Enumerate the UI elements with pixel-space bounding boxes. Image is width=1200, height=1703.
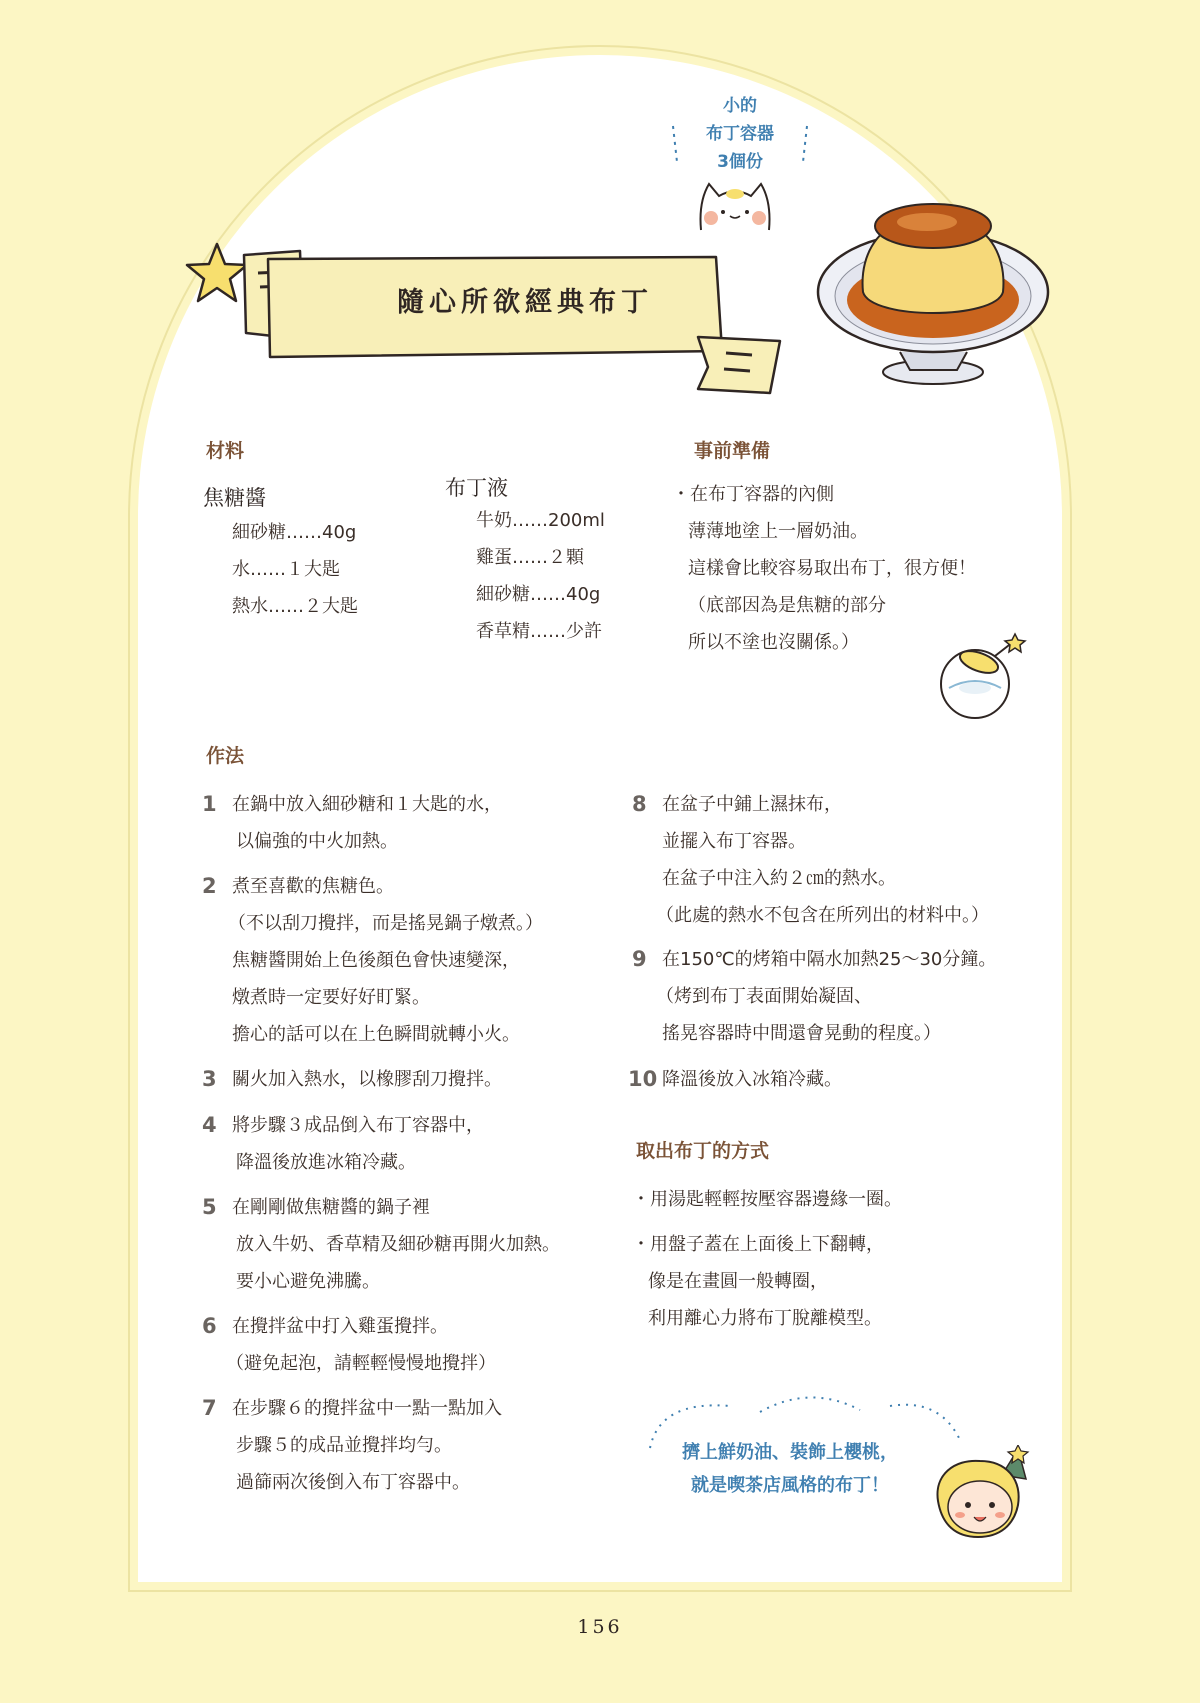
tip-note — [650, 1436, 930, 1502]
step-line: 在步驟６的攪拌盆中一點一點加入 — [232, 1398, 502, 1419]
serving-line: 布丁容器 — [706, 124, 774, 144]
method-label — [202, 741, 248, 768]
pudding-liquid-title: 布丁液 — [445, 476, 508, 500]
step-line: 擔心的話可以在上色瞬間就轉小火。 — [232, 1024, 520, 1045]
step-number: 2 — [202, 874, 217, 898]
butter-jar-icon — [935, 632, 1035, 722]
step-line: 在150℃的烤箱中隔水加熱25～30分鐘。 — [662, 949, 997, 970]
step-line: 降溫後放入冰箱冷藏。 — [662, 1069, 842, 1090]
prep-label-text: 事前準備 — [694, 440, 771, 462]
step-line: （不以刮刀攪拌，而是搖晃鍋子燉煮。） — [228, 913, 543, 934]
method-label-text: 作法 — [206, 745, 245, 767]
step-number: 3 — [202, 1067, 217, 1091]
cat-face-icon — [695, 178, 775, 234]
serving-line: 小的 — [723, 96, 757, 116]
ingredient-item: 水……１大匙 — [232, 559, 340, 580]
step-number: 4 — [202, 1113, 217, 1137]
ribbon-banner — [238, 245, 798, 400]
step-line: 將步驟３成品倒入布丁容器中， — [232, 1115, 484, 1136]
step-line: 過篩兩次後倒入布丁容器中。 — [236, 1472, 470, 1493]
step-line: 以偏強的中火加熱。 — [236, 831, 398, 852]
step-number: 5 — [202, 1195, 217, 1219]
girl-face-icon — [930, 1445, 1040, 1545]
step-line: 關火加入熱水，以橡膠刮刀攪拌。 — [232, 1069, 502, 1090]
step-line: （烤到布丁表面開始凝固、 — [656, 986, 872, 1007]
step-line: 焦糖醬開始上色後顏色會快速變深， — [232, 950, 520, 971]
step-line: 要小心避免沸騰。 — [236, 1271, 380, 1292]
step-number: 8 — [632, 792, 647, 816]
ingredient-item: 細砂糖……40g — [476, 584, 601, 605]
remove-label — [632, 1136, 773, 1163]
ingredient-item: 細砂糖……40g — [232, 522, 357, 543]
prep-line: 薄薄地塗上一層奶油。 — [688, 521, 868, 542]
step-number: 7 — [202, 1396, 217, 1420]
prep-line: ・在布丁容器的內側 — [672, 484, 834, 505]
serving-dashes — [665, 122, 815, 168]
ingredients-label-text: 材料 — [206, 440, 245, 462]
pudding-illustration — [815, 192, 1055, 397]
prep-label — [690, 436, 774, 463]
ingredients-label — [202, 436, 248, 463]
recipe-title: 隨心所欲經典布丁 — [397, 287, 653, 318]
caramel-list — [232, 514, 358, 625]
tip-line: 就是喫茶店風格的布丁！ — [691, 1475, 889, 1496]
remove-label-text: 取出布丁的方式 — [636, 1140, 770, 1162]
remove-line: 像是在畫圓一般轉圈， — [648, 1271, 828, 1292]
step-line: （避免起泡，請輕輕慢慢地攪拌） — [226, 1353, 496, 1374]
ingredient-item: 熱水……２大匙 — [232, 596, 358, 617]
serving-line: 3個份 — [717, 152, 763, 172]
step-line: 放入牛奶、香草精及細砂糖再開火加熱。 — [236, 1234, 560, 1255]
prep-notes — [672, 476, 976, 661]
prep-line: 所以不塗也沒關係。） — [688, 632, 859, 653]
step-line: 燉煮時一定要好好盯緊。 — [232, 987, 430, 1008]
step-number: 1 — [202, 792, 217, 816]
step-number: 6 — [202, 1314, 217, 1338]
step-line: 步驟５的成品並攪拌均勻。 — [236, 1435, 452, 1456]
prep-line: 這樣會比較容易取出布丁，很方便！ — [688, 558, 976, 579]
ingredient-item: 雞蛋……２顆 — [476, 547, 584, 568]
remove-line: ・用湯匙輕輕按壓容器邊緣一圈。 — [632, 1189, 902, 1210]
remove-line: 利用離心力將布丁脫離模型。 — [648, 1308, 882, 1329]
ingredient-item: 牛奶……200ml — [476, 510, 605, 531]
step-line: 搖晃容器時中間還會晃動的程度。） — [662, 1023, 941, 1044]
prep-line: （底部因為是焦糖的部分 — [688, 595, 886, 616]
step-line: 在鍋中放入細砂糖和１大匙的水， — [232, 794, 502, 815]
step-line: 在盆子中注入約２㎝的熱水。 — [662, 868, 896, 889]
step-line: 並擺入布丁容器。 — [662, 831, 806, 852]
tip-line: 擠上鮮奶油、裝飾上櫻桃， — [682, 1442, 898, 1463]
caramel-title: 焦糖醬 — [203, 486, 266, 510]
step-number: 10 — [628, 1067, 658, 1091]
step-line: 在剛剛做焦糖醬的鍋子裡 — [232, 1197, 430, 1218]
remove-line: ・用盤子蓋在上面後上下翻轉， — [632, 1234, 884, 1255]
step-number: 9 — [632, 947, 647, 971]
ingredient-item: 香草精……少許 — [476, 621, 602, 642]
step-line: 在盆子中鋪上濕抹布， — [662, 794, 842, 815]
step-line: 降溫後放進冰箱冷藏。 — [236, 1152, 416, 1173]
remove-notes — [632, 1181, 902, 1337]
step-line: 煮至喜歡的焦糖色。 — [232, 876, 394, 897]
page-number: 156 — [577, 1616, 623, 1638]
pudding-liquid-list — [476, 502, 605, 650]
step-line: 在攪拌盆中打入雞蛋攪拌。 — [232, 1316, 448, 1337]
step-line: （此處的熱水不包含在所列出的材料中。） — [656, 905, 989, 926]
